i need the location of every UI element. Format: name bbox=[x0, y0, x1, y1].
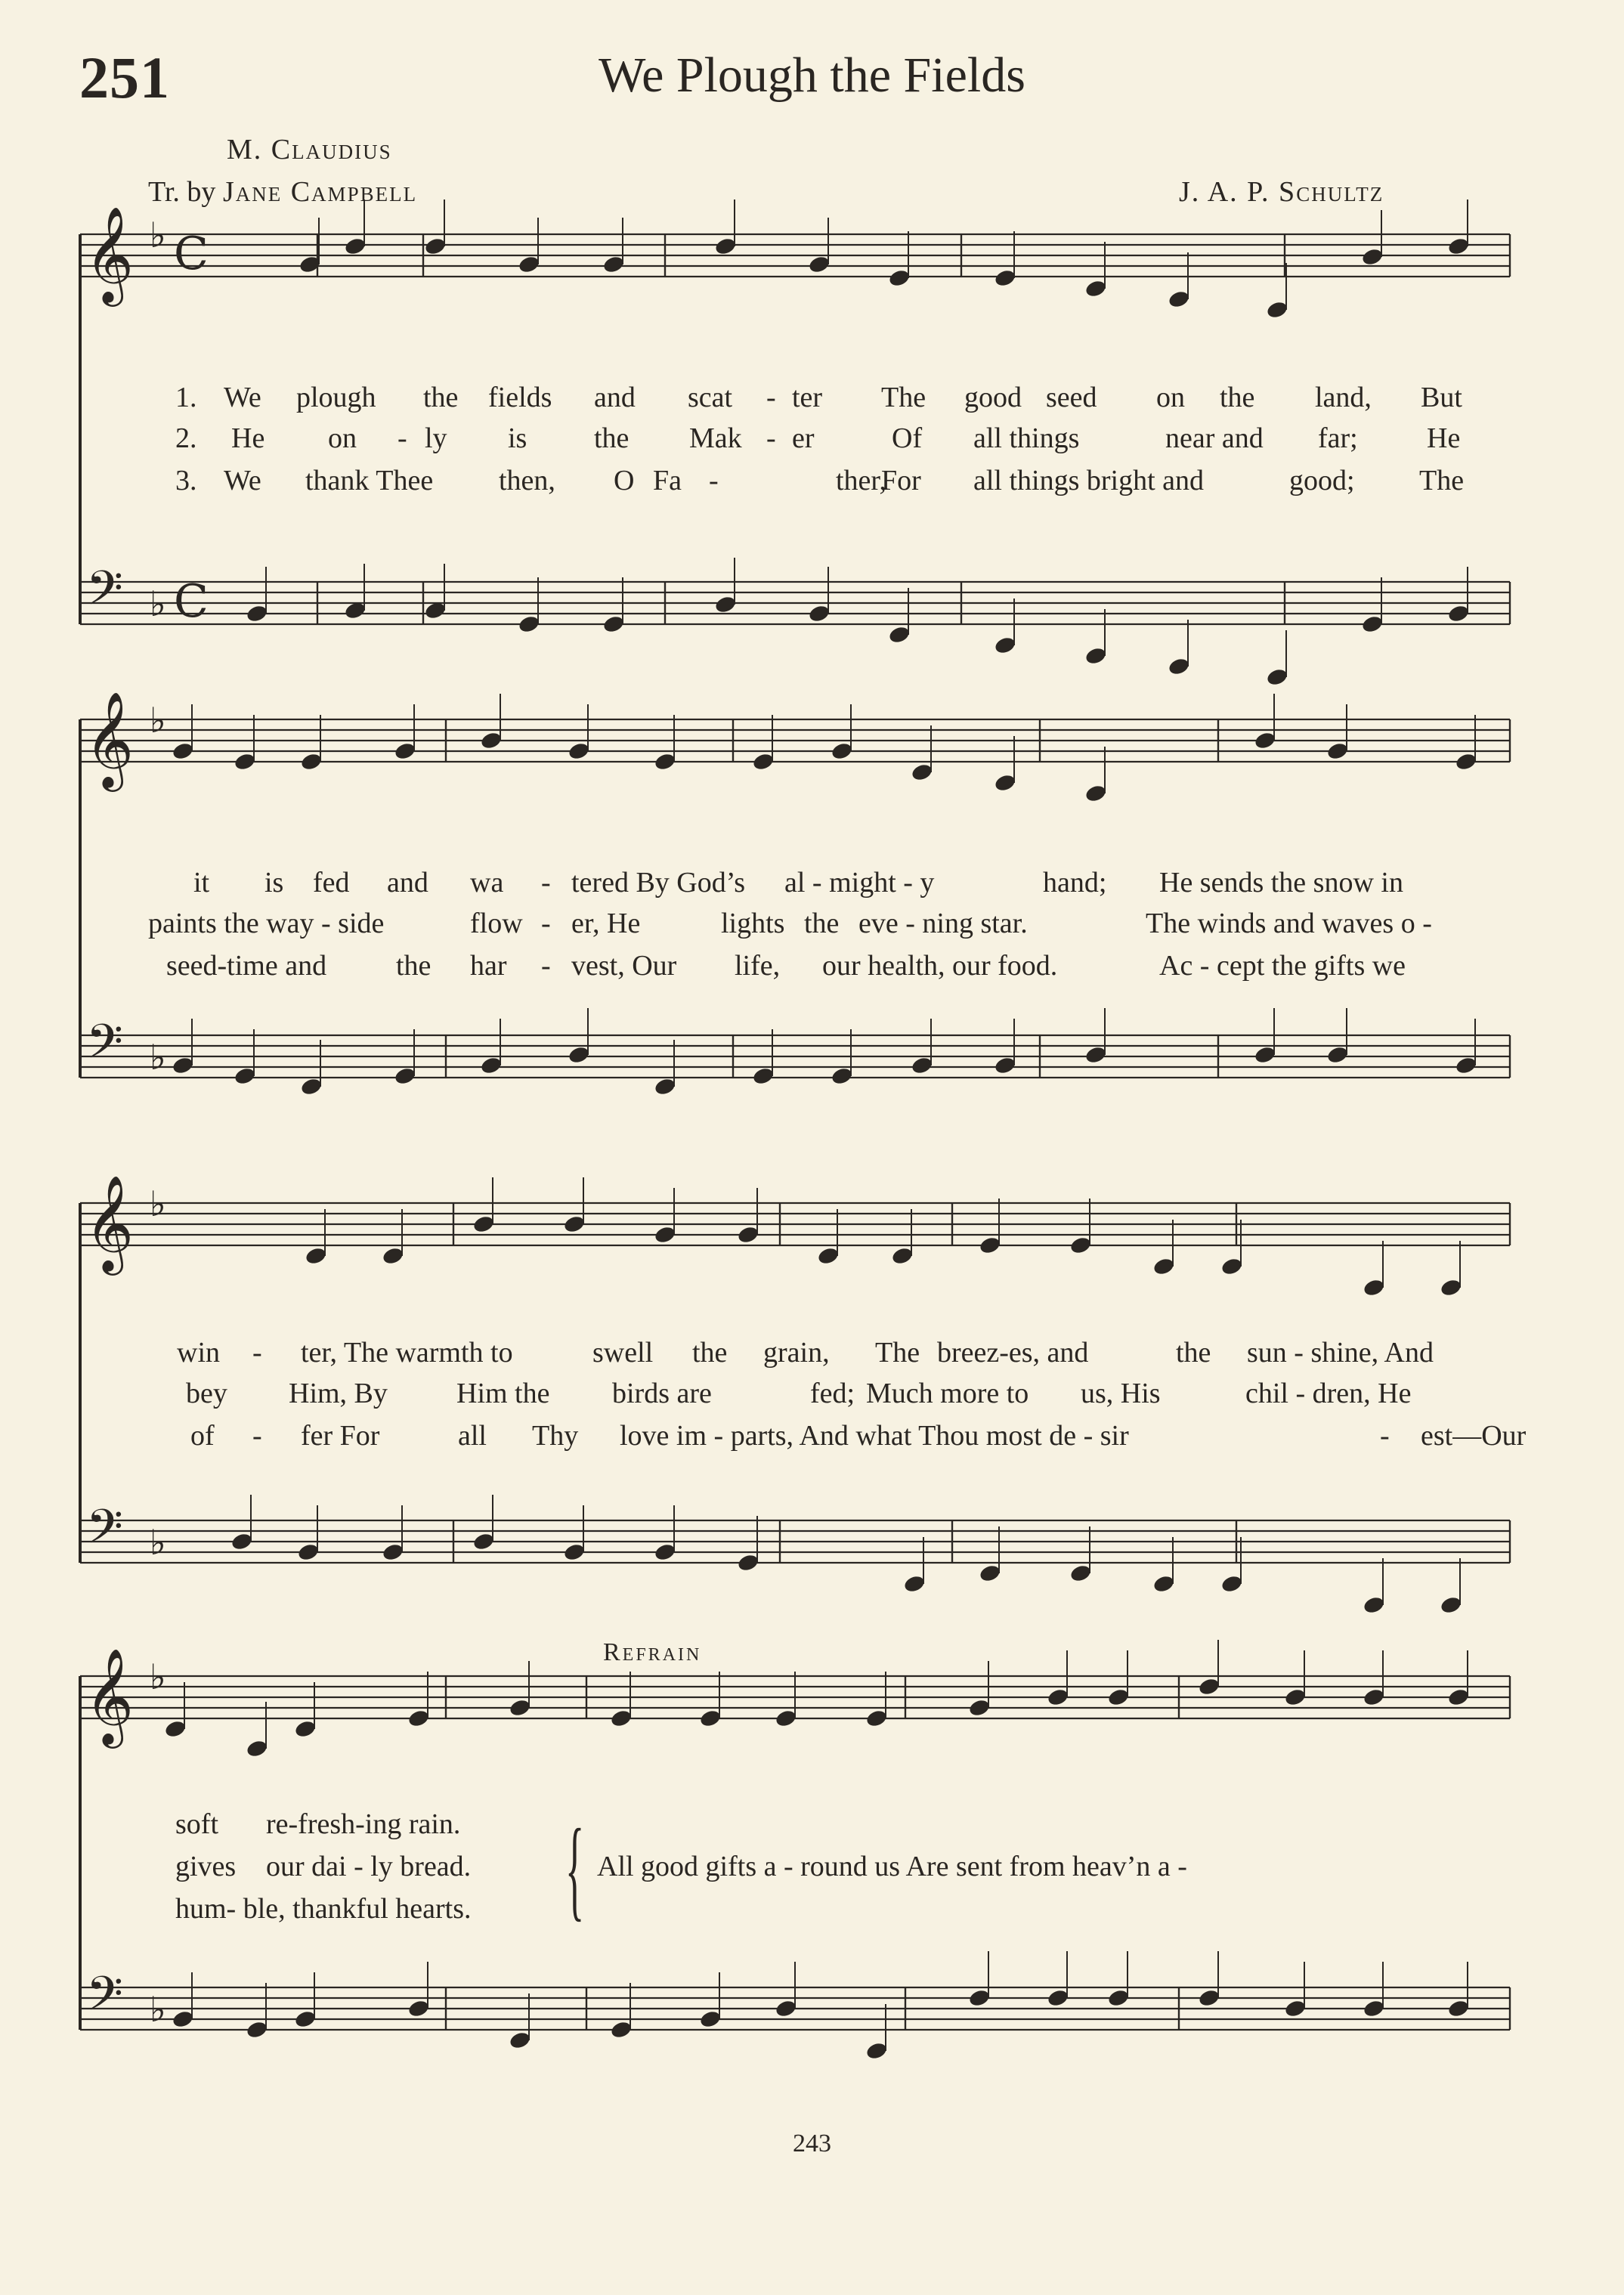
bass-clef-icon: 𝄢 bbox=[86, 560, 123, 627]
lyric-syllable: ter bbox=[792, 382, 823, 413]
note-head bbox=[1284, 1999, 1307, 2018]
lyric-syllable: good; bbox=[1289, 465, 1355, 496]
lyric-syllable: on bbox=[328, 422, 357, 454]
lyric-syllable: For bbox=[881, 465, 921, 496]
note-head bbox=[518, 255, 541, 274]
lyric-syllable: swell bbox=[592, 1337, 654, 1369]
flat-icon: ♭ bbox=[150, 214, 166, 255]
lyric-syllable: thank Thee bbox=[305, 465, 434, 496]
note-head bbox=[1107, 1687, 1131, 1707]
lyric-syllable: seed bbox=[1046, 382, 1097, 413]
lyric-syllable: re-fresh-ing rain. bbox=[266, 1808, 461, 1840]
lyric-syllable: The bbox=[881, 382, 926, 413]
note-head bbox=[737, 1553, 760, 1573]
verse-brace: { bbox=[565, 1806, 585, 1932]
note-head bbox=[979, 1236, 1002, 1255]
note-head bbox=[1198, 1988, 1221, 2008]
lyric-syllable: Ac - cept the gifts we bbox=[1159, 950, 1406, 982]
lyric-syllable: the bbox=[692, 1337, 728, 1369]
lyric-syllable: then, bbox=[499, 465, 555, 496]
lyric-syllable: is bbox=[264, 867, 284, 899]
note-head bbox=[888, 268, 911, 288]
lyric-syllable: of bbox=[190, 1420, 215, 1452]
note-head bbox=[911, 762, 934, 782]
note-head bbox=[1363, 1687, 1386, 1707]
note-head bbox=[888, 625, 911, 645]
lyric-syllable: love im - parts, And what Thou most de - sir bbox=[620, 1420, 1129, 1452]
lyric-syllable: plough bbox=[296, 382, 376, 413]
note-head bbox=[509, 1698, 532, 1718]
lyric-syllable: wa bbox=[470, 867, 504, 899]
lyric-syllable: vest, Our bbox=[571, 950, 677, 982]
note-head bbox=[294, 1719, 317, 1739]
lyric-syllable: 3. bbox=[175, 465, 197, 496]
flat-icon: ♭ bbox=[150, 1036, 166, 1078]
note-head bbox=[246, 1739, 269, 1758]
note-head bbox=[300, 1077, 323, 1096]
note-head bbox=[699, 2009, 722, 2029]
note-head bbox=[568, 741, 591, 761]
common-time-icon: C bbox=[174, 575, 209, 628]
note-head bbox=[1363, 1278, 1386, 1298]
lyric-syllable: Of bbox=[892, 422, 923, 454]
lyric-syllable: We bbox=[224, 382, 261, 413]
note-head bbox=[1447, 1999, 1471, 2018]
treble-clef-icon: 𝄞 bbox=[85, 691, 135, 787]
note-head bbox=[1455, 1056, 1478, 1075]
note-head bbox=[294, 2009, 317, 2029]
lyric-syllable: fed; bbox=[810, 1378, 855, 1409]
note-head bbox=[480, 731, 503, 750]
lyric-syllable: lights bbox=[721, 908, 785, 939]
lyric-syllable: Him the bbox=[456, 1378, 550, 1409]
lyric-syllable: on bbox=[1156, 382, 1185, 413]
note-head bbox=[968, 1988, 991, 2008]
lyric-syllable: our dai - ly bread. bbox=[266, 1851, 472, 1882]
bass-clef-icon: 𝄢 bbox=[86, 1499, 123, 1566]
note-head bbox=[602, 255, 626, 274]
note-head bbox=[699, 1709, 722, 1728]
lyric-syllable: paints the way - side bbox=[148, 908, 385, 939]
lyric-syllable: win bbox=[177, 1337, 220, 1369]
lyric-syllable: life, bbox=[735, 950, 781, 982]
note-head bbox=[1440, 1595, 1463, 1615]
note-head bbox=[1069, 1564, 1093, 1583]
composer-credit: J. A. P. Schultz bbox=[1179, 176, 1384, 208]
hymn-title: We Plough the Fields bbox=[599, 48, 1025, 103]
note-head bbox=[1084, 784, 1108, 803]
treble-clef-icon: 𝄞 bbox=[85, 1647, 135, 1744]
note-head bbox=[382, 1246, 405, 1266]
note-head bbox=[230, 1532, 254, 1551]
lyric-syllable: far; bbox=[1318, 422, 1358, 454]
note-head bbox=[509, 2031, 532, 2050]
lyric-syllable: But bbox=[1421, 382, 1462, 413]
lyric-syllable: Thy bbox=[532, 1420, 579, 1452]
lyric-syllable: the bbox=[1176, 1337, 1211, 1369]
lyric-syllable: The bbox=[875, 1337, 920, 1369]
note-head bbox=[172, 2009, 195, 2029]
note-head bbox=[563, 1214, 586, 1234]
note-head bbox=[817, 1246, 840, 1266]
note-head bbox=[246, 604, 269, 623]
note-head bbox=[1455, 752, 1478, 772]
translator-name: Jane Campbell bbox=[222, 176, 418, 208]
lyric-syllable: 2. bbox=[175, 422, 197, 454]
lyric-syllable: all things bright and bbox=[973, 465, 1205, 496]
lyric-syllable: fed bbox=[313, 867, 350, 899]
note-head bbox=[407, 1999, 431, 2018]
note-head bbox=[1084, 1045, 1108, 1065]
flat-icon: ♭ bbox=[150, 1183, 166, 1224]
lyric-syllable: ly bbox=[425, 422, 447, 454]
note-head bbox=[246, 2020, 269, 2040]
note-head bbox=[903, 1574, 926, 1594]
lyric-syllable: the bbox=[1220, 382, 1255, 413]
lyric-syllable: He bbox=[1427, 422, 1461, 454]
treble-clef-icon: 𝄞 bbox=[85, 1174, 135, 1271]
note-head bbox=[979, 1564, 1002, 1583]
lyric-syllable: - bbox=[252, 1420, 262, 1452]
lyric-syllable: seed-time and bbox=[166, 950, 327, 982]
note-head bbox=[172, 1056, 195, 1075]
refrain-label: Refrain bbox=[603, 1638, 702, 1666]
note-head bbox=[297, 1542, 320, 1562]
flat-icon: ♭ bbox=[150, 1988, 166, 2030]
lyric-syllable: good bbox=[964, 382, 1022, 413]
author-credit: M. Claudius bbox=[227, 134, 392, 165]
lyric-syllable: The winds and waves o - bbox=[1146, 908, 1432, 939]
note-head bbox=[1198, 1677, 1221, 1697]
lyric-syllable: the bbox=[594, 422, 629, 454]
lyric-syllable: hum- ble, thankful hearts. bbox=[175, 1893, 472, 1925]
note-head bbox=[563, 1542, 586, 1562]
lyric-syllable: - bbox=[541, 908, 551, 939]
note-head bbox=[994, 773, 1017, 793]
note-head bbox=[1266, 300, 1289, 320]
note-head bbox=[472, 1214, 496, 1234]
note-head bbox=[1326, 1045, 1350, 1065]
page-number: 243 bbox=[793, 2130, 831, 2157]
note-head bbox=[1069, 1236, 1093, 1255]
flat-icon: ♭ bbox=[150, 1521, 166, 1563]
lyric-syllable: chil - dren, He bbox=[1245, 1378, 1412, 1409]
note-head bbox=[1168, 657, 1191, 676]
lyric-syllable: the bbox=[804, 908, 840, 939]
flat-icon: ♭ bbox=[150, 583, 166, 624]
lyric-syllable: - bbox=[1380, 1420, 1390, 1452]
lyric-syllable: and bbox=[387, 867, 428, 899]
note-head bbox=[1107, 1988, 1131, 2008]
lyric-syllable: sun - shine, And bbox=[1247, 1337, 1434, 1369]
lyric-syllable: har bbox=[470, 950, 507, 982]
note-head bbox=[1284, 1687, 1307, 1707]
lyric-syllable: it bbox=[193, 867, 210, 899]
note-head bbox=[610, 2020, 633, 2040]
lyric-syllable: He bbox=[231, 422, 265, 454]
lyric-syllable: ther, bbox=[836, 465, 887, 496]
lyric-syllable: flow bbox=[470, 908, 523, 939]
lyric-syllable: is bbox=[508, 422, 527, 454]
note-head bbox=[568, 1045, 591, 1065]
lyric-syllable: - bbox=[397, 422, 407, 454]
note-head bbox=[1220, 1574, 1244, 1594]
note-head bbox=[344, 237, 367, 256]
note-head bbox=[610, 1709, 633, 1728]
refrain-lyrics: All good gifts a - round us Are sent from heav’n a - bbox=[597, 1851, 1187, 1882]
note-head bbox=[911, 1056, 934, 1075]
lyric-syllable: tered By God’s bbox=[571, 867, 746, 899]
lyric-syllable: Mak bbox=[689, 422, 742, 454]
note-head bbox=[714, 595, 738, 614]
note-head bbox=[472, 1532, 496, 1551]
hymn-number: 251 bbox=[79, 45, 170, 110]
note-head bbox=[172, 741, 195, 761]
lyric-syllable: We bbox=[224, 465, 261, 496]
note-head bbox=[382, 1542, 405, 1562]
lyric-syllable: Much more to bbox=[866, 1378, 1029, 1409]
note-head bbox=[234, 1066, 257, 1086]
note-head bbox=[518, 614, 541, 634]
note-head bbox=[994, 268, 1017, 288]
lyric-syllable: - bbox=[252, 1337, 262, 1369]
note-head bbox=[602, 614, 626, 634]
lyric-syllable: 1. bbox=[175, 382, 197, 413]
bass-clef-icon: 𝄢 bbox=[86, 1966, 123, 2033]
note-head bbox=[1254, 1045, 1277, 1065]
note-head bbox=[394, 1066, 417, 1086]
lyric-syllable: all bbox=[458, 1420, 487, 1452]
lyric-syllable: the bbox=[423, 382, 459, 413]
note-head bbox=[891, 1246, 914, 1266]
note-head bbox=[1266, 667, 1289, 687]
lyric-syllable: grain, bbox=[763, 1337, 830, 1369]
note-head bbox=[1326, 741, 1350, 761]
translator-prefix: Tr. by bbox=[148, 176, 216, 208]
lyric-syllable: near and bbox=[1165, 422, 1264, 454]
note-head bbox=[654, 752, 677, 772]
lyric-syllable: the bbox=[396, 950, 432, 982]
lyric-syllable: our health, our food. bbox=[822, 950, 1058, 982]
lyric-syllable: O bbox=[614, 465, 635, 496]
lyric-syllable: soft bbox=[175, 1808, 218, 1840]
lyric-syllable: The bbox=[1419, 465, 1465, 496]
lyric-syllable: eve - ning star. bbox=[858, 908, 1028, 939]
bass-clef-icon: 𝄢 bbox=[86, 1013, 123, 1081]
note-head bbox=[714, 237, 738, 256]
lyric-syllable: er bbox=[792, 422, 815, 454]
lyric-syllable: Fa bbox=[653, 465, 682, 496]
note-head bbox=[865, 1709, 889, 1728]
translator-credit bbox=[148, 175, 417, 209]
lyric-syllable: er, He bbox=[571, 908, 641, 939]
note-head bbox=[480, 1056, 503, 1075]
note-head bbox=[394, 741, 417, 761]
lyric-syllable: hand; bbox=[1043, 867, 1107, 899]
lyric-syllable: us, His bbox=[1081, 1378, 1161, 1409]
lyric-syllable: fer For bbox=[301, 1420, 380, 1452]
note-head bbox=[1084, 646, 1108, 666]
note-head bbox=[1440, 1278, 1463, 1298]
note-head bbox=[1363, 1999, 1386, 2018]
note-head bbox=[808, 604, 831, 623]
lyric-syllable: scat bbox=[688, 382, 733, 413]
lyric-syllable: - bbox=[766, 422, 776, 454]
note-head bbox=[234, 752, 257, 772]
note-head bbox=[808, 255, 831, 274]
note-head bbox=[968, 1698, 991, 1718]
lyric-syllable: He sends the snow in bbox=[1159, 867, 1403, 899]
note-head bbox=[654, 1542, 677, 1562]
lyric-syllable: - bbox=[709, 465, 719, 496]
lyric-syllable: birds are bbox=[612, 1378, 712, 1409]
common-time-icon: C bbox=[174, 227, 209, 280]
lyric-syllable: all things bbox=[973, 422, 1080, 454]
note-head bbox=[305, 1246, 328, 1266]
lyric-syllable: bey bbox=[186, 1378, 227, 1409]
lyric-syllable: and bbox=[594, 382, 636, 413]
lyric-syllable: ter, The warmth to bbox=[301, 1337, 513, 1369]
note-head bbox=[407, 1709, 431, 1728]
lyric-syllable: Him, By bbox=[289, 1378, 388, 1409]
note-head bbox=[654, 1077, 677, 1096]
lyric-syllable: fields bbox=[488, 382, 552, 413]
note-head bbox=[831, 741, 854, 761]
note-head bbox=[1047, 1988, 1070, 2008]
lyric-syllable: - bbox=[541, 867, 551, 899]
note-head bbox=[1447, 237, 1471, 256]
note-head bbox=[1168, 289, 1191, 309]
flat-icon: ♭ bbox=[150, 1656, 166, 1697]
note-head bbox=[1152, 1257, 1176, 1276]
lyric-syllable: land, bbox=[1315, 382, 1372, 413]
note-head bbox=[1447, 604, 1471, 623]
note-head bbox=[1363, 1595, 1386, 1615]
note-head bbox=[1361, 614, 1384, 634]
note-head bbox=[1254, 731, 1277, 750]
note-head bbox=[737, 1225, 760, 1245]
lyric-syllable: gives bbox=[175, 1851, 237, 1882]
note-head bbox=[654, 1225, 677, 1245]
treble-clef-icon: 𝄞 bbox=[85, 206, 135, 302]
note-head bbox=[1047, 1687, 1070, 1707]
note-head bbox=[1152, 1574, 1176, 1594]
note-head bbox=[775, 1709, 798, 1728]
note-head bbox=[752, 1066, 775, 1086]
note-head bbox=[775, 1999, 798, 2018]
note-head bbox=[865, 2041, 889, 2061]
lyric-syllable: al - might - y bbox=[784, 867, 935, 899]
lyric-syllable: breez-es, and bbox=[937, 1337, 1089, 1369]
note-head bbox=[831, 1066, 854, 1086]
note-head bbox=[424, 237, 447, 256]
lyric-syllable: - bbox=[541, 950, 551, 982]
note-head bbox=[1220, 1257, 1244, 1276]
lyric-syllable: est—Our bbox=[1421, 1420, 1527, 1452]
note-head bbox=[300, 752, 323, 772]
flat-icon: ♭ bbox=[150, 699, 166, 741]
note-head bbox=[994, 636, 1017, 655]
note-head bbox=[1084, 279, 1108, 298]
note-head bbox=[1447, 1687, 1471, 1707]
lyric-syllable: - bbox=[766, 382, 776, 413]
note-head bbox=[1361, 247, 1384, 267]
note-head bbox=[994, 1056, 1017, 1075]
note-head bbox=[164, 1719, 187, 1739]
note-head bbox=[752, 752, 775, 772]
